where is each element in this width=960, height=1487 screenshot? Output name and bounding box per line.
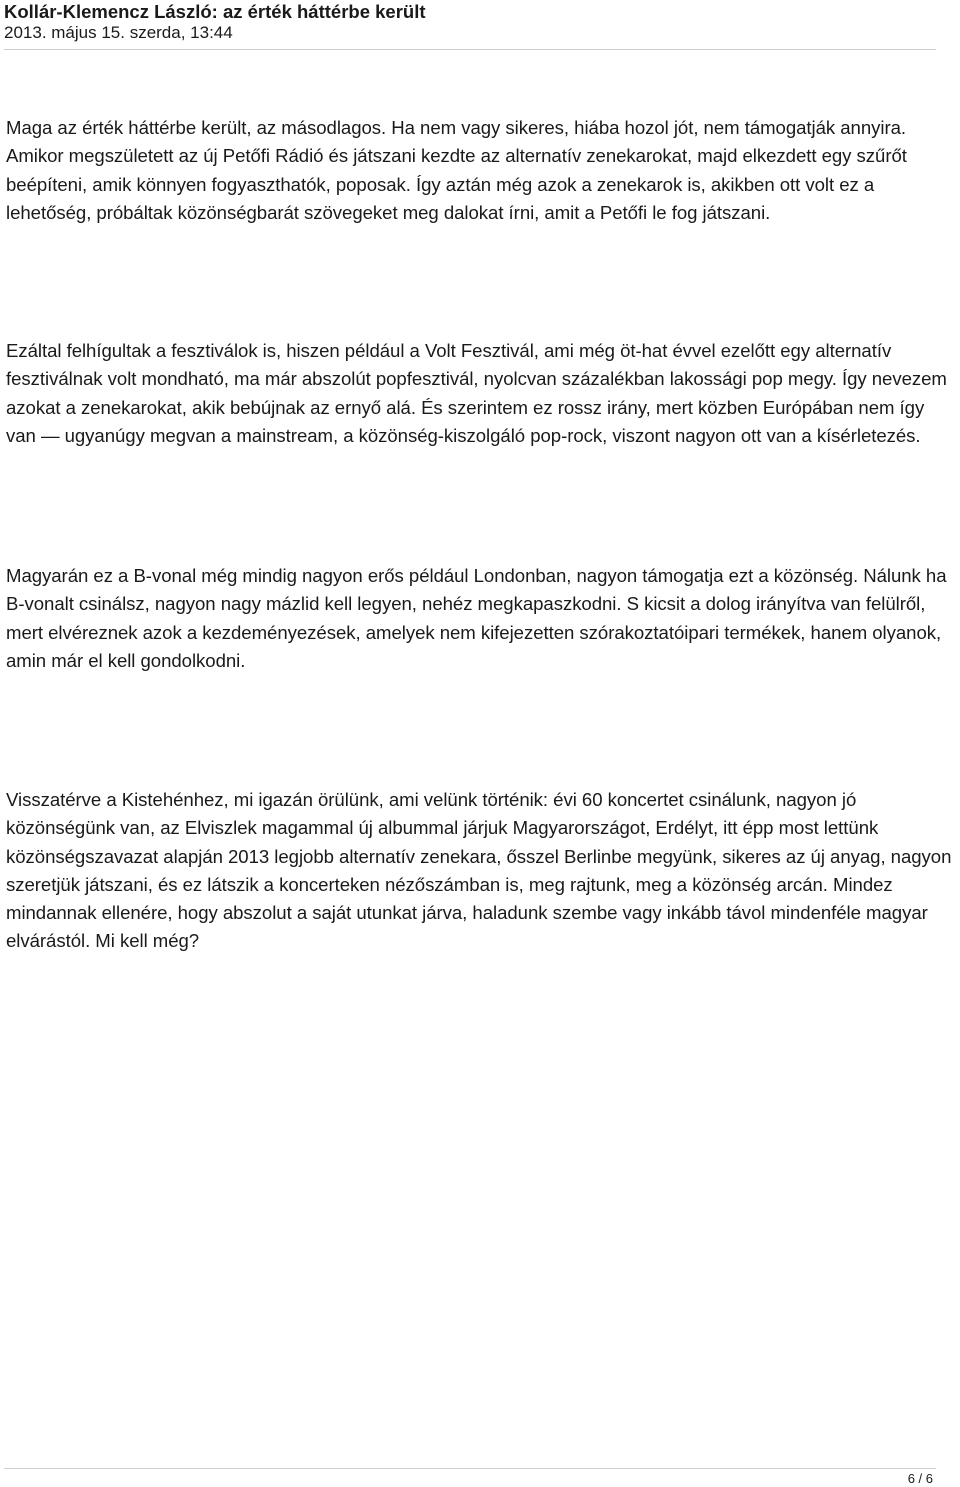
article-date: 2013. május 15. szerda, 13:44 — [4, 23, 233, 42]
page-header — [4, 0, 944, 43]
paragraph-3: Magyarán ez a B-vonal még mindig nagyon erős például Londonban, nagyon támogatja ezt a közönség. Nálunk ha B-vonalt csinálsz, nagyon nagy mázlid kell legyen, nehéz megkapaszkodni. S kicsit a dolog irányítva van felülről, mert elvéreznek azok a kezdeményezések, amelyek nem kifejezetten szórakoztatóipari termékek, hanem olyanok, amin már el kell gondolkodni. — [6, 565, 947, 671]
page-number: 6 / 6 — [907, 1471, 933, 1486]
paragraph-4: Visszatérve a Kistehénhez, mi igazán örülünk, ami velünk történik: évi 60 koncertet csinálunk, nagyon jó közönségünk van, az Elviszlek magammal új albummal járjuk Magyarországot, Erdélyt, itt épp most lettünk közönségszavazat alapján 2013 legjobb alternatív zenekara, ősszel Berlinbe megyünk, sikeres az új anyag, nagyon szeretjük játszani, és ez látszik a koncerteken nézőszámban is, meg rajtunk, meg a közönség arcán. Mindez mindannak ellenére, hogy abszolut a saját utunkat járva, haladunk szembe vagy inkább távol mindenféle magyar elvárástól. Mi kell még? — [6, 789, 952, 952]
footer-divider — [4, 1468, 936, 1469]
paragraph-2: Ezáltal felhígultak a fesztiválok is, hiszen például a Volt Fesztivál, ami még öt-hat évvel ezelőtt egy alternatív fesztiválnak volt mondható, ma már abszolút popfesztivál, nyolcvan százalékban lakossági pop megy. Így nevezem azokat a zenekarokat, akik bebújnak az ernyő alá. És szerintem ez rossz irány, mert közben Európában nem így van — ugyanúgy megvan a mainstream, a közönség-kiszolgáló pop-rock, viszont nagyon ott van a kísérletezés. — [6, 340, 947, 446]
header-divider — [4, 49, 936, 50]
article-title: Kollár-Klemencz László: az érték háttérbe került — [4, 1, 426, 22]
paragraph-1: Maga az érték háttérbe került, az másodlagos. Ha nem vagy sikeres, hiába hozol jót, nem támogatják annyira. Amikor megszületett az új Petőfi Rádió és játszani kezdte az alternatív zenekarokat, majd elkezdett egy szűrőt beépíteni, amik könnyen fogyaszthatók, poposak. Így aztán még azok a zenekarok is, akikben ott volt ez a lehetőség, próbáltak közönségbarát szövegeket meg dalokat írni, amit a Petőfi le fog játszani. — [6, 117, 907, 223]
